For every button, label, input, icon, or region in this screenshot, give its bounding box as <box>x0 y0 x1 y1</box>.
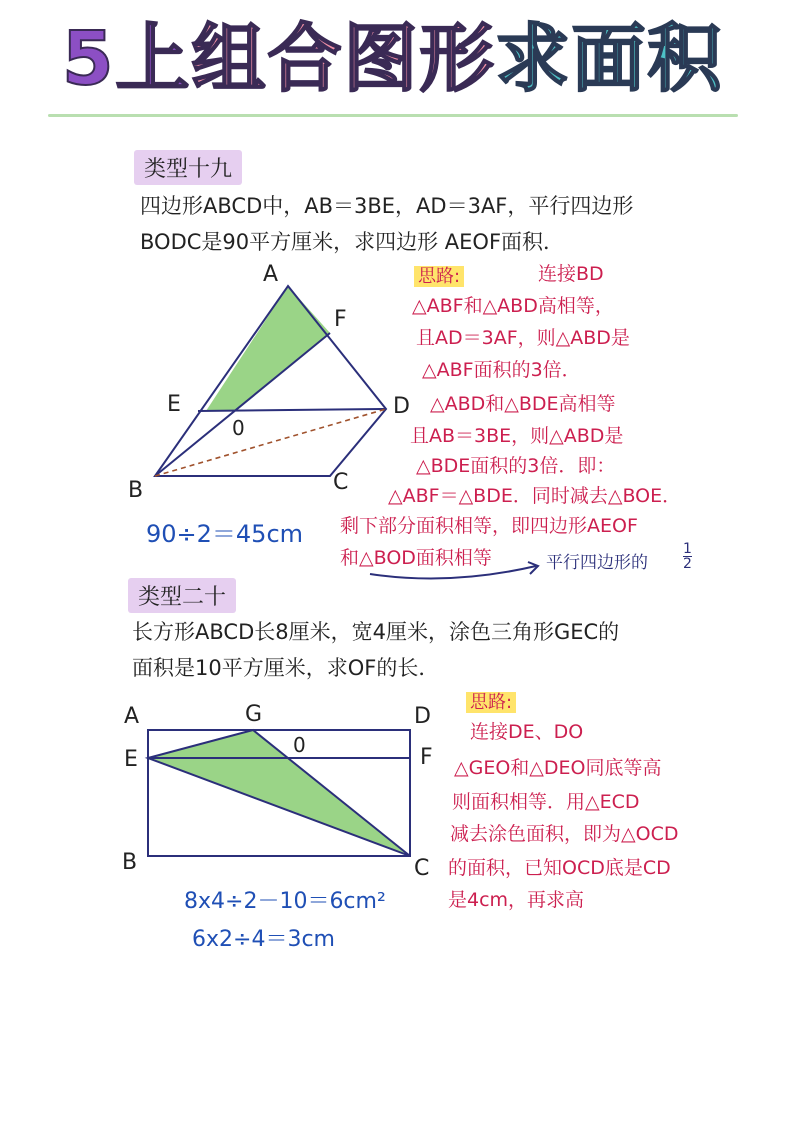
type19-arrow-note: 平行四边形的 <box>546 553 648 573</box>
type19-thinking-line-3: 且AD＝3AF，则△ABD是 <box>416 327 630 349</box>
type19-thinking-line-1: 连接BD <box>538 263 604 285</box>
title-underline <box>48 114 738 117</box>
type19-label-d: D <box>393 394 410 419</box>
type20-tag: 类型二十 <box>128 578 236 613</box>
type19-thinking-line-6: 且AB＝3BE，则△ABD是 <box>410 425 624 447</box>
title-part-goal: 求面积 <box>495 16 724 102</box>
type19-thinking-tag-text: 思路: <box>414 266 464 287</box>
type20-label-a: A <box>124 704 140 729</box>
type19-thinking-line-4: △ABF面积的3倍． <box>422 359 581 381</box>
type20-thinking-line-2: △GEO和△DEO同底等高 <box>454 757 662 779</box>
type19-thinking-line-2: △ABF和△ABD高相等， <box>412 295 614 317</box>
type19-problem-line2: BODC是90平方厘米，求四边形 AEOF面积． <box>140 230 565 254</box>
type20-problem-line2: 面积是10平方厘米，求OF的长． <box>132 656 440 680</box>
type19-thinking-line-5: △ABD和△BDE高相等 <box>430 393 616 415</box>
type19-tag: 类型十九 <box>134 150 242 185</box>
type20-thinking-line-4: 减去涂色面积，即为△OCD <box>450 823 679 845</box>
type20-problem-line1: 长方形ABCD长8厘米，宽4厘米，涂色三角形GEC的 <box>132 620 620 644</box>
arrow-connector <box>360 552 550 582</box>
type20-label-e: E <box>124 747 138 772</box>
type19-thinking-line-8: △ABF＝△BDE．同时减去△BOE． <box>388 485 682 507</box>
type20-figure <box>140 720 420 870</box>
type20-label-o: 0 <box>293 733 306 757</box>
title-part-topic: 组合图形 <box>191 16 496 102</box>
type20-label-f: F <box>420 745 433 770</box>
fraction-numerator: 1 <box>683 541 692 557</box>
type19-answer: 90÷2＝45cm <box>146 520 304 548</box>
segment-bf <box>155 333 330 476</box>
type19-thinking-line-7: △BDE面积的3倍．即： <box>416 455 616 477</box>
type20-thinking-tag <box>466 688 516 714</box>
type19-thinking-line-10: 和△BOD面积相等 <box>340 547 492 569</box>
type20-thinking-line-1: 连接DE、DO <box>470 721 584 743</box>
type19-label-o: 0 <box>232 416 245 440</box>
type20-thinking-line-3: 则面积相等．用△ECD <box>452 791 640 813</box>
type19-label-a: A <box>263 262 279 287</box>
type19-problem-line1: 四边形ABCD中，AB＝3BE，AD＝3AF，平行四边形 <box>140 194 634 218</box>
type19-thinking-line-9: 剩下部分面积相等，即四边形AEOF <box>340 515 638 537</box>
type19-label-b: B <box>128 478 144 503</box>
type20-thinking-line-6: 是4cm，再求高 <box>448 889 585 911</box>
type20-label-g: G <box>245 702 263 727</box>
fraction-one-half <box>683 542 692 571</box>
title-part-grade: 5上 <box>62 16 192 102</box>
type20-thinking-line-5: 的面积，已知OCD底是CD <box>448 857 671 879</box>
type20-thinking-tag-text: 思路: <box>466 692 516 713</box>
type20-label-b: B <box>122 850 138 875</box>
type20-label-c: C <box>414 856 430 881</box>
type19-label-e: E <box>167 392 181 417</box>
shaded-triangle-gec <box>148 730 410 856</box>
type19-figure <box>150 270 400 490</box>
dashed-bd <box>155 409 386 476</box>
type20-label-d: D <box>414 704 431 729</box>
type19-label-c: C <box>333 470 349 495</box>
type20-calc-1: 8x4÷2－10＝6cm² <box>184 889 386 914</box>
type19-thinking-tag <box>414 262 464 288</box>
fraction-denominator: 2 <box>683 556 692 572</box>
type20-calc-2: 6x2÷4＝3cm <box>192 927 335 952</box>
type19-label-f: F <box>334 307 347 332</box>
page-title <box>62 14 724 104</box>
